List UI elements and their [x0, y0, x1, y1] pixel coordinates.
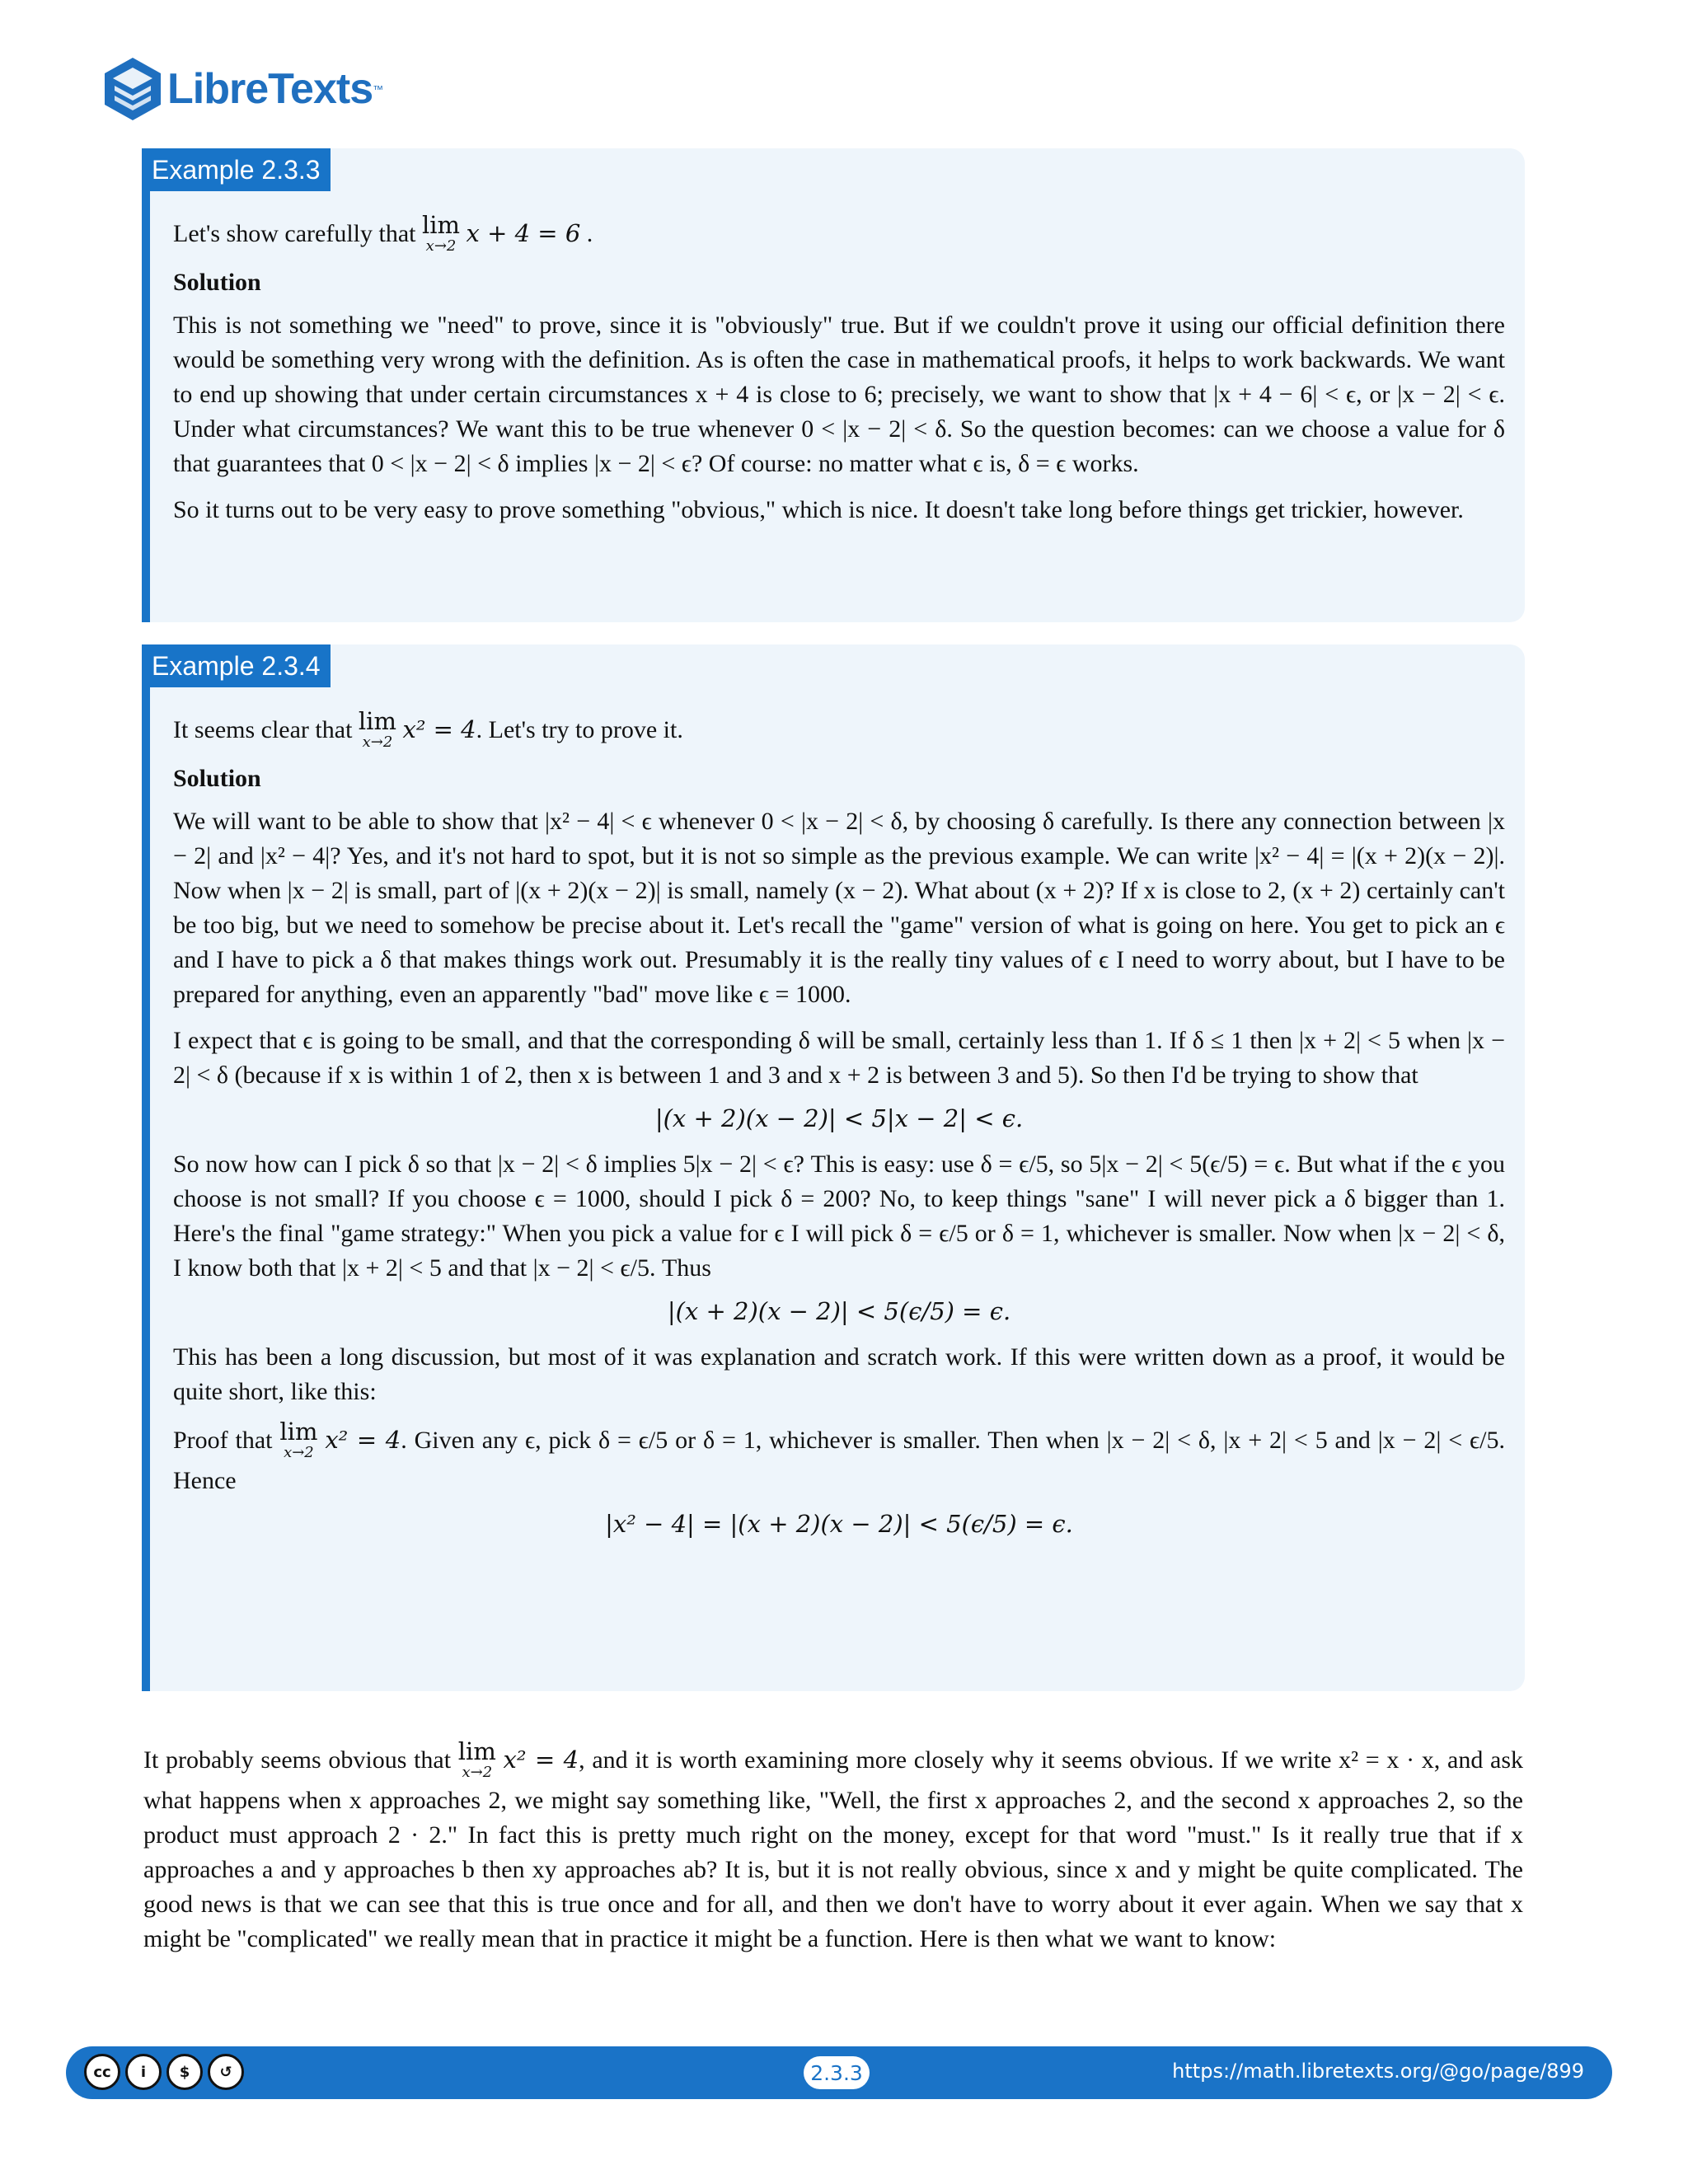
example-title: Example 2.3.4 — [142, 644, 331, 687]
solution-paragraph: This is not something we "need" to prove, since it is "obviously" true. But if we couldn't prove it using our official definition there would be something very wrong with the definition. As is often the case in mathematical proofs, it helps to work backwards. We want to end up showing that under certain circumstances x + 4 is close to 6; precisely, we want to show that |x + 4 − 6| < ϵ, or |x − 2| < ϵ. Under what circumstances? We want this to be true whenever 0 < |x − 2| < δ. So the question becomes: can we choose a value for δ that guarantees that 0 < |x − 2| < δ implies |x − 2| < ϵ? Of course: no matter what ϵ is, δ = ϵ works. — [173, 312, 1505, 477]
logo-trademark: ™ — [373, 82, 384, 96]
example-title: Example 2.3.3 — [142, 148, 331, 191]
solution-paragraph: I expect that ϵ is going to be small, and that the corresponding δ will be small, certainly less than 1. If δ ≤ 1 then |x + 2| < 5 when |x − 2| < δ (because if x is within 1 of 2, then x is between 1 and 3 and x + 2 is between 3 and 5). So then I'd be trying to show that — [173, 1027, 1505, 1089]
solution-paragraph: So it turns out to be very easy to prove something "obvious," which is nice. It doesn't take long before things get trickier, however. — [173, 496, 1464, 523]
sa-icon: ↺ — [208, 2054, 244, 2090]
cc-icon: cc — [84, 2054, 120, 2090]
example-box-2-3-4 — [142, 644, 1525, 1691]
limit-expression: lim x→2 — [279, 1418, 318, 1461]
limit-expression: lim x→2 — [358, 707, 396, 751]
display-equation: |(x + 2)(x − 2)| < 5|x − 2| < ϵ. — [654, 1104, 1024, 1132]
page-number: 2.3.3 — [804, 2056, 870, 2089]
example-box-2-3-3 — [142, 148, 1525, 622]
page-url-link[interactable]: https://math.libretexts.org/@go/page/899 — [1172, 2060, 1584, 2083]
cc-license-badge[interactable] — [84, 2054, 244, 2090]
proof-paragraph: Proof that lim x→2 x² = 4. Given any ϵ, pick δ = ϵ/5 or δ = 1, whichever is smaller. Then when |x − 2| < δ, |x + 2| < 5 and |x − 2| < ϵ/5. Hence — [173, 1418, 1506, 1494]
solution-heading: Solution — [173, 269, 261, 296]
limit-expression: lim x→2 — [421, 211, 461, 255]
limit-expression: lim x→2 — [457, 1737, 496, 1781]
nc-icon: $ — [166, 2054, 203, 2090]
libretexts-cube-icon — [103, 56, 162, 122]
solution-heading: Solution — [173, 765, 261, 792]
example-intro: It seems clear that lim x→2 x² = 4. Let's try to prove it. — [173, 710, 1505, 753]
example-intro: Let's show carefully that lim x→2 x + 4 = 6 . — [173, 214, 1505, 257]
solution-paragraph: We will want to be able to show that |x² − 4| < ϵ whenever 0 < |x − 2| < δ, by choosing δ carefully. Is there any connection between |x − 2| and |x² − 4|? Yes, and it's not hard to spot, but it is not so simple as the previous example. We can write |x² − 4| = |(x + 2)(x − 2)|. Now when |x − 2| is small, part of |(x + 2)(x − 2)| is small, namely (x − 2). What about (x + 2)? If x is close to 2, (x + 2) certainly can't be too big, but we need to somehow be precise about it. Let's recall the "game" version of what is going on here. You get to pick an ϵ and I have to pick a δ that makes things work out. Presumably it is the really tiny values of ϵ I need to worry about, but I have to be prepared for anything, even an apparently "bad" move like ϵ = 1000. — [173, 808, 1505, 1008]
solution-paragraph: This has been a long discussion, but most of it was explanation and scratch work. If this were written down as a proof, it would be quite short, like this: — [173, 1343, 1505, 1405]
display-equation: |x² − 4| = |(x + 2)(x − 2)| < 5(ϵ/5) = ϵ. — [605, 1510, 1073, 1538]
display-equation: |(x + 2)(x − 2)| < 5(ϵ/5) = ϵ. — [667, 1297, 1011, 1325]
solution-paragraph: So now how can I pick δ so that |x − 2| < δ implies 5|x − 2| < ϵ? This is easy: use δ = ϵ/5, so 5|x − 2| < 5(ϵ/5) = ϵ. But what if the ϵ you choose is not small? If you choose ϵ = 1000, should I pick δ = 200? No, to keep things "sane" I will never pick a δ bigger than 1. Here's the final "game strategy:" When you pick a value for ϵ I will pick δ = ϵ/5 or δ = 1, whichever is smaller. Now when |x − 2| < δ, I know both that |x + 2| < 5 and that |x − 2| < ϵ/5. Thus — [173, 1151, 1505, 1282]
body-paragraph: It probably seems obvious that lim x→2 x² = 4, and it is worth examining more closely why it seems obvious. If we write x² = x · x, and ask what happens when x approaches 2, we might say something like, "Well, the first x approaches 2, and the second x approaches 2, so the product must approach 2 · 2." In fact this is pretty much right on the money, except for that word "must." Is it really true that if x approaches a and y approaches b then xy approaches ab? It is, but it is not really obvious, since x and y might be quite complicated. The good news is that we can see that this is true once and for all, and then we don't have to worry about it ever again. When we say that x might be "complicated" we really mean that in practice it might be a function. Here is then what we want to know: — [143, 1737, 1524, 1952]
by-icon: i — [125, 2054, 162, 2090]
libretexts-logo[interactable] — [103, 56, 383, 122]
logo-wordmark: LibreTexts — [167, 65, 373, 113]
page-footer — [66, 2046, 1612, 2099]
